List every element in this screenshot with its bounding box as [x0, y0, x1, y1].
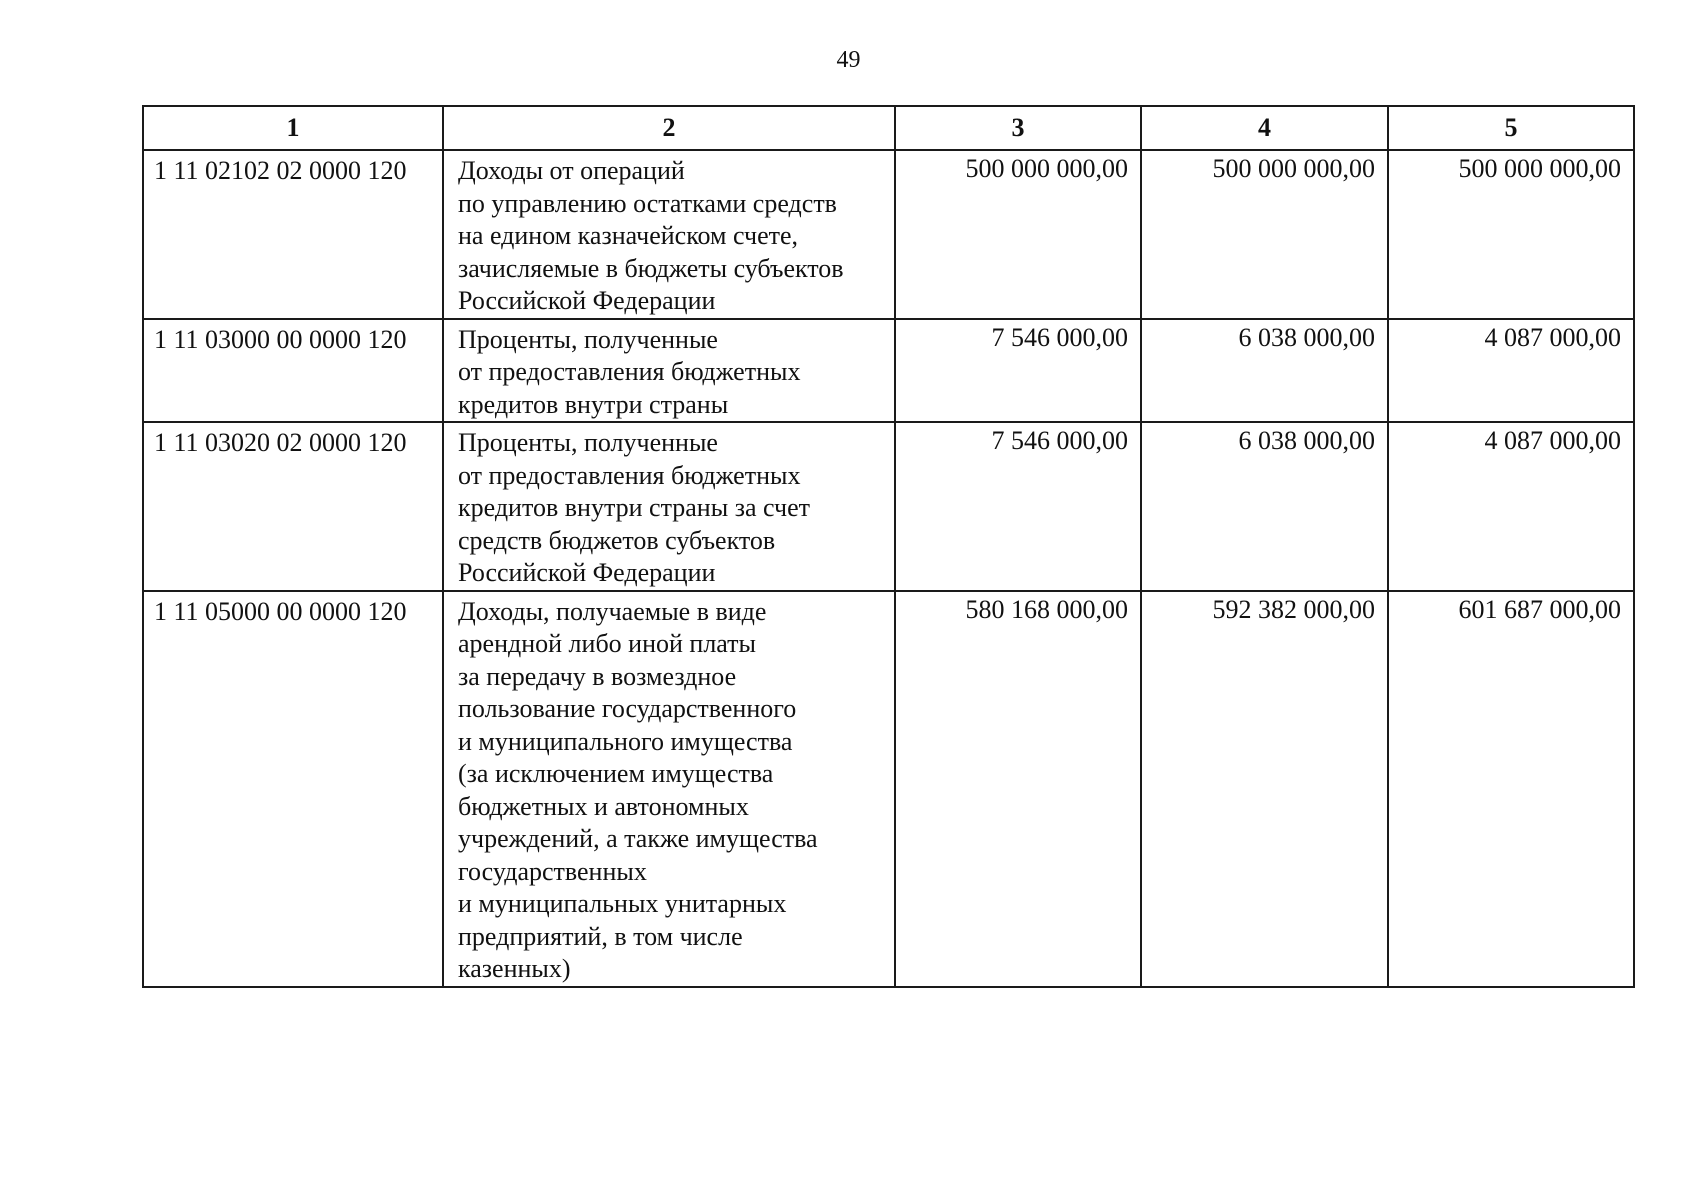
row-value-col4: 500 000 000,00 [1141, 150, 1388, 319]
row-name-line: Доходы, получаемые в виде [458, 596, 767, 626]
row-name-line: кредитов внутри страны [458, 389, 729, 419]
row-name-line: кредитов внутри страны за счет [458, 493, 811, 522]
row-value-col3: 500 000 000,00 [895, 150, 1141, 319]
row-code: 1 11 05000 00 0000 120 [143, 591, 443, 987]
row-name [443, 319, 895, 423]
row-value-col4: 6 038 000,00 [1141, 422, 1388, 591]
row-name-line: учреждений, а также имущества [458, 824, 818, 853]
row-value-col4: 592 382 000,00 [1141, 591, 1388, 987]
row-name-line: от предоставления бюджетных [458, 460, 801, 490]
row-name-line: государственных [458, 856, 647, 886]
row-value-col5: 4 087 000,00 [1388, 422, 1634, 591]
row-value-col4: 6 038 000,00 [1141, 319, 1388, 423]
table-row [143, 422, 1634, 591]
row-name-line: средств бюджетов субъектов [458, 525, 776, 555]
row-name [443, 422, 895, 591]
column-header-2: 2 [443, 106, 895, 150]
column-header-1: 1 [143, 106, 443, 150]
row-name-line: Проценты, полученные [458, 324, 718, 354]
row-name-line: зачисляемые в бюджеты субъектов [458, 253, 844, 283]
row-name-line: по управлению остатками средств [458, 188, 837, 218]
table-row [143, 591, 1634, 987]
row-name-line: от предоставления бюджетных [458, 357, 801, 386]
row-name-line: и муниципальных унитарных [458, 889, 787, 918]
row-code: 1 11 02102 02 0000 120 [143, 150, 443, 319]
column-header-4: 4 [1141, 106, 1388, 150]
row-name [443, 150, 895, 319]
row-name-line: Российской Федерации [458, 286, 716, 315]
column-header-3: 3 [895, 106, 1141, 150]
row-name-line: (за исключением имущества [458, 759, 774, 788]
row-value-col5: 4 087 000,00 [1388, 319, 1634, 423]
row-name-line: бюджетных и автономных [458, 791, 749, 821]
row-value-col5: 601 687 000,00 [1388, 591, 1634, 987]
row-value-col3: 7 546 000,00 [895, 319, 1141, 423]
row-name-line: Проценты, полученные [458, 428, 718, 457]
page-number: 49 [836, 47, 861, 73]
row-name-line: Доходы от операций [458, 156, 685, 185]
header-row [143, 106, 1634, 150]
row-name-line: Российской Федерации [458, 558, 716, 587]
row-value-col3: 7 546 000,00 [895, 422, 1141, 591]
row-name-line: за передачу в возмездное [458, 661, 737, 691]
row-name-line: предприятий, в том числе [458, 921, 743, 951]
row-value-col5: 500 000 000,00 [1388, 150, 1634, 319]
row-name-line: казенных) [458, 954, 571, 983]
row-code: 1 11 03020 02 0000 120 [143, 422, 443, 591]
row-value-col3: 580 168 000,00 [895, 591, 1141, 987]
row-name-line: пользование государственного [458, 694, 797, 723]
column-header-5: 5 [1388, 106, 1634, 150]
row-code: 1 11 03000 00 0000 120 [143, 319, 443, 423]
row-name [443, 591, 895, 987]
row-name-line: арендной либо иной платы [458, 629, 756, 658]
table-row [143, 319, 1634, 423]
row-name-line: на едином казначейском счете, [458, 221, 799, 250]
budget-table [142, 105, 1635, 988]
row-name-line: и муниципального имущества [458, 726, 793, 756]
table-row [143, 150, 1634, 319]
